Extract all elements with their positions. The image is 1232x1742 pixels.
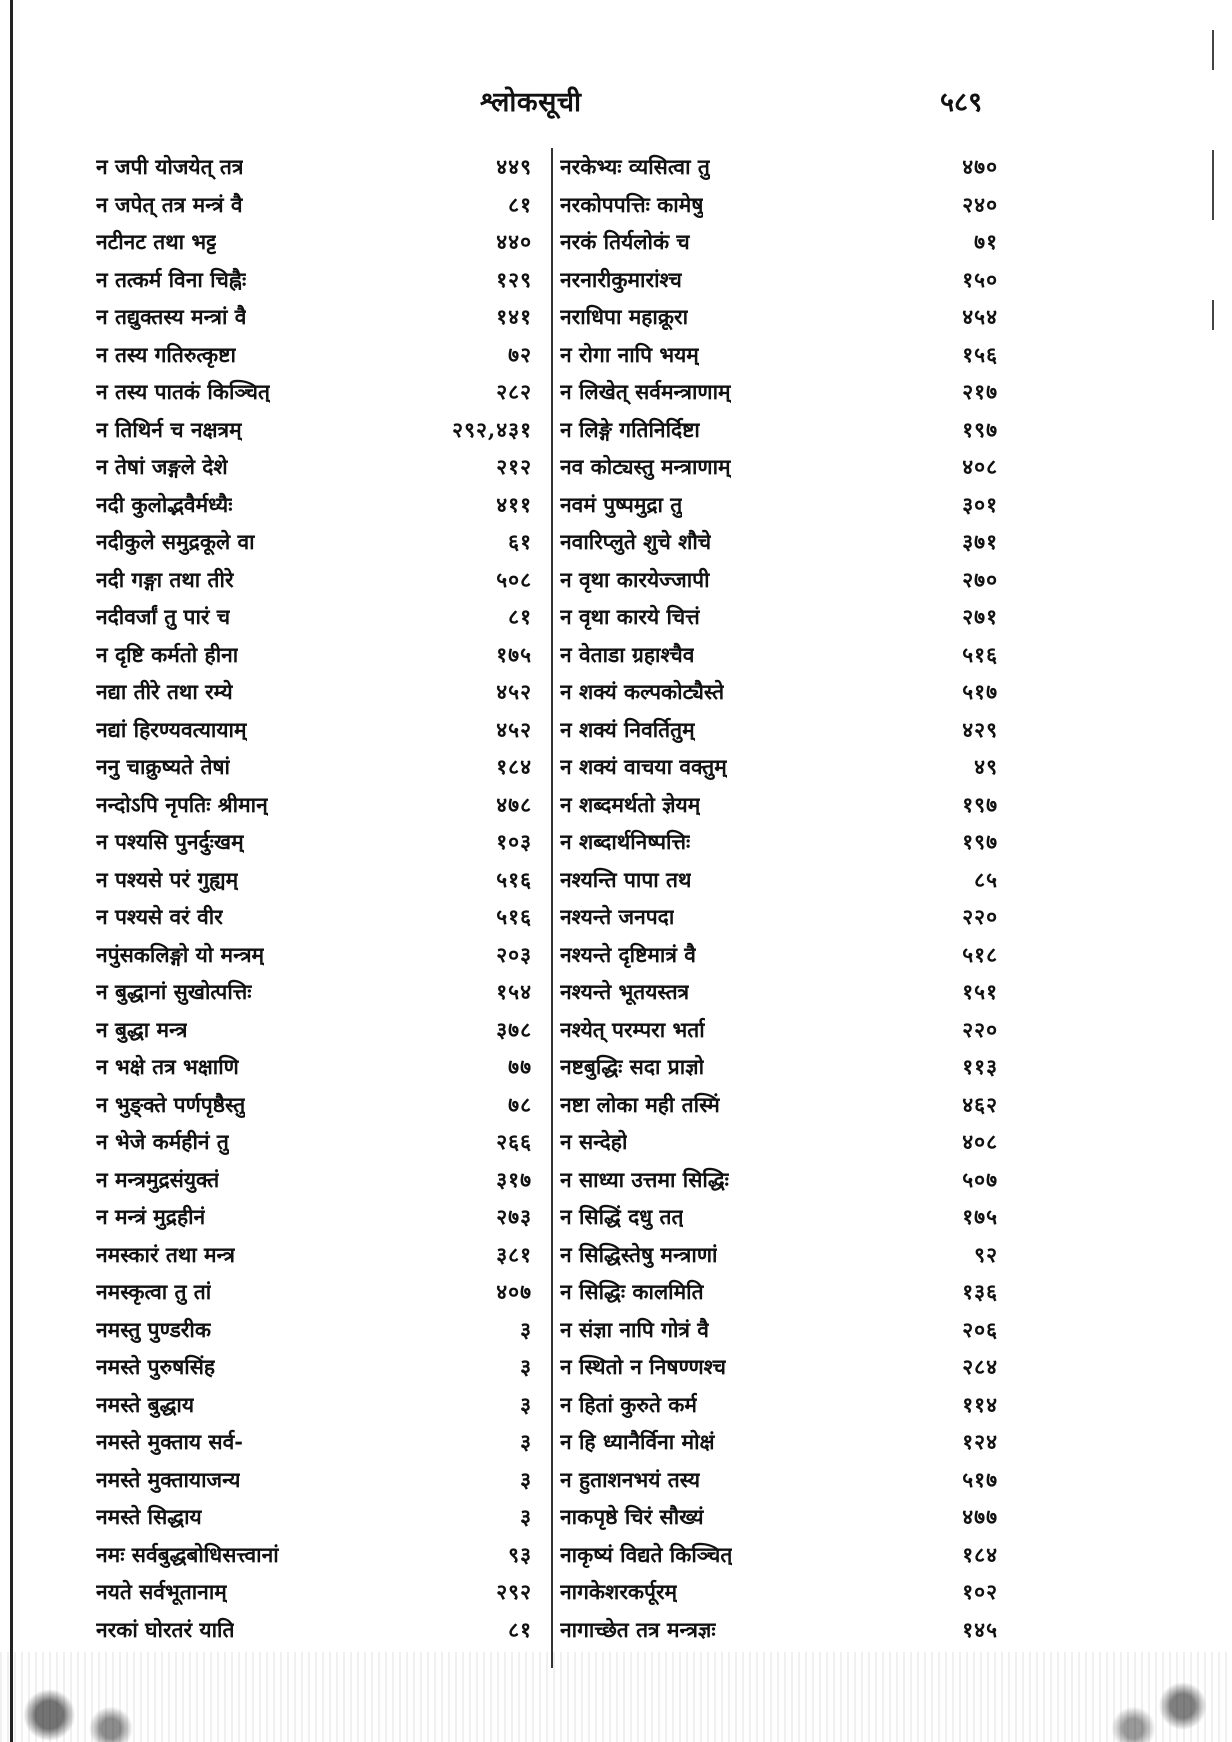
index-entry	[560, 1536, 998, 1574]
page-ref: ४५४	[962, 304, 998, 329]
index-entry	[560, 223, 998, 261]
index-entry	[96, 298, 532, 336]
page-ref: ३७१	[962, 529, 998, 554]
index-entry	[560, 748, 998, 786]
page-ref: २०३	[496, 941, 532, 967]
index-entry	[96, 1386, 532, 1424]
verse-text: नश्यन्ते जनपदा	[560, 904, 675, 929]
index-entry	[96, 1161, 532, 1199]
page-ref: १९७	[962, 829, 998, 854]
verse-text: न हितां कुरुते कर्म	[560, 1391, 697, 1417]
verse-text: नराधिपा महाक्रूरा	[560, 304, 689, 329]
page-ref: १७५	[962, 1204, 998, 1229]
index-entry	[560, 1423, 998, 1461]
index-entry	[560, 186, 998, 224]
verse-text: न रोगा नापि भयम्	[560, 341, 699, 367]
verse-text: न वृथा कारये चित्तं	[560, 604, 700, 629]
page-ref: १८४	[962, 1541, 998, 1567]
verse-text: नश्येत् परम्परा भर्ता	[560, 1016, 705, 1042]
verse-text: नरकं तिर्यलोकं च	[560, 229, 690, 254]
index-entry	[96, 1086, 532, 1124]
verse-text: न जपी योजयेत् तत्र	[96, 154, 244, 179]
index-entry	[96, 861, 532, 899]
index-entry	[96, 823, 532, 861]
verse-text: नवारिप्लुते शुचे शौचे	[560, 529, 712, 554]
index-entry	[96, 486, 532, 524]
verse-text: नमस्ते सिद्धाय	[96, 1504, 202, 1529]
index-entry	[560, 523, 998, 561]
page-ref: १५४	[496, 979, 532, 1004]
index-entry	[560, 1048, 998, 1086]
page-ref: ८१	[508, 1616, 532, 1642]
verse-text: नाकपृष्ठे चिरं सौख्यं	[560, 1504, 704, 1529]
verse-text: न वृथा कारयेज्जापी	[560, 566, 710, 592]
page-ref: १५१	[962, 979, 998, 1004]
page-ref: ३	[520, 1391, 532, 1417]
page-ref: २२०	[962, 904, 998, 929]
verse-text: नमस्कृत्वा तु तां	[96, 1279, 212, 1304]
page-ref: १७५	[496, 641, 532, 667]
index-entry	[560, 1386, 998, 1424]
page-ref: ८१	[508, 191, 532, 217]
verse-text: नव कोट्यस्तु मन्त्राणाम्	[560, 454, 731, 479]
page-ref: ३	[520, 1354, 532, 1379]
verse-text: न तेषां जङ्गले देशे	[96, 454, 228, 479]
verse-text: न शक्यं कल्पकोट्यैस्ते	[560, 679, 725, 704]
page-ref: १८४	[496, 754, 532, 779]
index-entry	[96, 1198, 532, 1236]
verse-text: न जपेत् तत्र मन्त्रं वै	[96, 191, 243, 217]
index-entry	[560, 861, 998, 899]
index-entry	[560, 1011, 998, 1049]
page-ref: ४०७	[496, 1279, 532, 1304]
page-ref: ५१८	[962, 941, 998, 967]
verse-text: नदीकुले समुद्रकूले वा	[96, 529, 255, 554]
index-entry	[96, 1348, 532, 1386]
verse-text: न वेताडा ग्रहाश्चैव	[560, 641, 695, 667]
left-index-column	[96, 148, 532, 1648]
verse-text: न मन्त्रं मुद्रहीनं	[96, 1204, 206, 1229]
page-ref: ४०८	[962, 454, 998, 479]
page-ref: १३६	[962, 1279, 998, 1304]
page-ref: २९२	[496, 1579, 532, 1604]
index-entry	[96, 1461, 532, 1499]
page-ref: ७१	[974, 229, 998, 254]
index-entry	[560, 261, 998, 299]
index-entry	[96, 598, 532, 636]
verse-text: नागाच्छेत तत्र मन्त्रज्ञः	[560, 1616, 716, 1642]
page-ref: ४६२	[962, 1091, 998, 1117]
verse-text: न बुद्धानां सुखोत्पत्तिः	[96, 979, 252, 1004]
verse-text: नन्दोऽपि नृपतिः श्रीमान्	[96, 791, 268, 817]
index-entry	[560, 1273, 998, 1311]
page-ref: २७०	[962, 566, 998, 592]
index-entry	[560, 1236, 998, 1274]
verse-text: न बुद्धा मन्त्र	[96, 1016, 188, 1042]
page-ref: २२०	[962, 1016, 998, 1042]
verse-text: नरकां घोरतरं याति	[96, 1616, 235, 1642]
verse-text: न पश्यसे परं गुह्यम्	[96, 866, 239, 892]
page-ref: २९२,४३१	[452, 416, 532, 442]
index-entry	[560, 1086, 998, 1124]
index-entry	[560, 486, 998, 524]
page-ref: ४७७	[962, 1504, 998, 1529]
index-entry	[96, 1611, 532, 1649]
verse-text: नवमं पुष्पमुद्रा तु	[560, 491, 683, 517]
index-entry	[560, 561, 998, 599]
page-ref: ४७०	[962, 154, 998, 179]
page-number: ५८९	[940, 87, 983, 118]
index-entry	[96, 1423, 532, 1461]
page-ref: १२४	[962, 1429, 998, 1454]
index-entry	[560, 336, 998, 374]
index-entry	[96, 561, 532, 599]
index-entry	[560, 448, 998, 486]
verse-text: नमस्ते मुक्तायाजन्य	[96, 1466, 241, 1492]
verse-text: नमस्ते पुरुषसिंह	[96, 1354, 216, 1379]
verse-text: न तिथिर्न च नक्षत्रम्	[96, 416, 242, 442]
index-entry	[96, 973, 532, 1011]
page-ref: २४०	[962, 191, 998, 217]
verse-text: न सन्देहो	[560, 1129, 628, 1154]
index-entry	[560, 298, 998, 336]
page-ref: १०२	[962, 1579, 998, 1604]
index-entry	[96, 1123, 532, 1161]
page-ref: ३०१	[962, 491, 998, 517]
index-entry	[96, 336, 532, 374]
page-ref: ११३	[962, 1054, 998, 1079]
page-ref: २१७	[962, 379, 998, 404]
index-entry	[96, 1236, 532, 1274]
verse-text: न तद्युक्तस्य मन्त्रां वै	[96, 304, 247, 329]
index-entry	[560, 786, 998, 824]
verse-text: नश्यन्ति पापा तथ	[560, 866, 692, 892]
page-ref: ५०७	[962, 1166, 998, 1192]
page-ref: ७७	[508, 1054, 532, 1079]
page-ref: २१२	[496, 454, 532, 479]
verse-text: न स्थितो न निषण्णश्च	[560, 1354, 726, 1379]
scan-noise	[0, 1652, 1232, 1742]
verse-text: न शक्यं वाचया वक्तुम्	[560, 754, 727, 779]
page-ref: ४४९	[496, 154, 532, 179]
page-ref: ३८१	[496, 1241, 532, 1267]
verse-text: न हुताशनभयं तस्य	[560, 1466, 701, 1492]
page-ref: १०३	[496, 829, 532, 854]
index-entry	[96, 1573, 532, 1611]
page-ref: ५१६	[962, 641, 998, 667]
verse-text: नमस्ते बुद्धाय	[96, 1391, 195, 1417]
index-entry	[96, 261, 532, 299]
verse-text: नमस्तु पुण्डरीक	[96, 1316, 211, 1342]
index-entry	[560, 936, 998, 974]
verse-text: न भुङ्क्ते पर्णपृष्ठैस्तु	[96, 1091, 246, 1117]
page-ref: १९७	[962, 416, 998, 442]
page-ref: ८५	[974, 866, 998, 892]
index-entry	[560, 1123, 998, 1161]
page-ref: २७१	[962, 604, 998, 629]
verse-text: ननु चाक्रुष्यते तेषां	[96, 754, 230, 779]
page-ref: ६१	[508, 529, 532, 554]
verse-text: न तस्य पातकं किञ्चित्	[96, 379, 270, 404]
page-edge-mark	[1212, 150, 1214, 220]
page-ref: ५१६	[496, 904, 532, 929]
index-entry	[560, 373, 998, 411]
index-entry	[560, 1348, 998, 1386]
index-entry	[96, 1011, 532, 1049]
page-ref: ५०८	[496, 566, 532, 592]
page-ref: ३	[520, 1429, 532, 1454]
verse-text: नरकोपपत्तिः कामेषु	[560, 191, 704, 217]
verse-text: न शब्दार्थनिष्पत्तिः	[560, 829, 691, 854]
verse-text: न तस्य गतिरुत्कृष्टा	[96, 341, 236, 367]
index-entry	[560, 823, 998, 861]
index-entry	[560, 973, 998, 1011]
verse-text: नमस्ते मुक्ताय सर्व-	[96, 1429, 243, 1454]
verse-text: न संज्ञा नापि गोत्रं वै	[560, 1316, 709, 1342]
page-ref: ५१७	[962, 1466, 998, 1492]
index-entry	[560, 1198, 998, 1236]
verse-text: न साध्या उत्तमा सिद्धिः	[560, 1166, 729, 1192]
page-edge-line	[10, 0, 13, 1742]
page-ref: ७२	[508, 341, 532, 367]
index-entry	[560, 1611, 998, 1649]
index-entry	[96, 898, 532, 936]
page-ref: ४९	[974, 754, 998, 779]
page-ref: ९३	[508, 1541, 532, 1567]
verse-text: नागकेशरकर्पूरम्	[560, 1579, 678, 1604]
index-entry	[560, 898, 998, 936]
page-ref: ३	[520, 1316, 532, 1342]
verse-text: नदीवर्जां तु पारं च	[96, 604, 231, 629]
index-entry	[560, 711, 998, 749]
verse-text: नष्टबुद्धिः सदा प्राज्ञो	[560, 1054, 705, 1079]
page-ref: १५६	[962, 341, 998, 367]
verse-text: न शक्यं निवर्तितुम्	[560, 716, 695, 742]
verse-text: नमः सर्वबुद्धबोधिसत्त्वानां	[96, 1541, 279, 1567]
verse-text: नरनारीकुमारांश्च	[560, 266, 682, 292]
page-ref: ४५२	[496, 716, 532, 742]
index-entry	[560, 598, 998, 636]
index-entry	[96, 223, 532, 261]
verse-text: न हि ध्यानैर्विना मोक्षं	[560, 1429, 715, 1454]
index-entry	[96, 748, 532, 786]
verse-text: नश्यन्ते दृष्टिमात्रं वै	[560, 941, 696, 967]
index-entry	[96, 148, 532, 186]
page-ref: ५१६	[496, 866, 532, 892]
page-ref: ५१७	[962, 679, 998, 704]
index-entry	[96, 673, 532, 711]
page-ref: २७३	[496, 1204, 532, 1229]
verse-text: न लिङ्गे गतिनिर्दिष्टा	[560, 416, 700, 442]
index-entry	[560, 1573, 998, 1611]
page-ref: १५०	[962, 266, 998, 292]
verse-text: नदी कुलोद्भवैर्मध्यैः	[96, 491, 233, 517]
verse-text: नपुंसकलिङ्गो यो मन्त्रम्	[96, 941, 265, 967]
index-entry	[96, 711, 532, 749]
page-ref: २८४	[962, 1354, 998, 1379]
page-ref: २०६	[962, 1316, 998, 1342]
index-entry	[96, 1498, 532, 1536]
verse-text: नद्या तीरे तथा रम्ये	[96, 679, 233, 704]
verse-text: नदी गङ्गा तथा तीरे	[96, 566, 234, 592]
verse-text: न पश्यसे वरं वीर	[96, 904, 223, 929]
page-ref: ३	[520, 1466, 532, 1492]
verse-text: नष्टा लोका मही तस्मिं	[560, 1091, 720, 1117]
page-edge-mark	[1212, 300, 1214, 330]
page-title: श्लोकसूची	[480, 87, 582, 118]
verse-text: नश्यन्ते भूतयस्तत्र	[560, 979, 690, 1004]
verse-text: नाकृष्यं विद्यते किञ्चित्	[560, 1541, 733, 1567]
verse-text: न सिद्धिस्तेषु मन्त्राणां	[560, 1241, 718, 1267]
page-ref: ४११	[496, 491, 532, 517]
index-entry	[96, 1273, 532, 1311]
index-entry	[560, 411, 998, 449]
verse-text: नयते सर्वभूतानाम्	[96, 1579, 227, 1604]
column-divider	[551, 148, 553, 1668]
index-entry	[560, 1461, 998, 1499]
index-entry	[560, 148, 998, 186]
page-ref: २६६	[496, 1129, 532, 1154]
right-index-column	[560, 148, 998, 1648]
page-ref: १४५	[962, 1616, 998, 1642]
page-ref: ११४	[962, 1391, 998, 1417]
page-ref: ४७८	[496, 791, 532, 817]
index-entry	[96, 936, 532, 974]
page-ref: ४२९	[962, 716, 998, 742]
verse-text: न शब्दमर्थतो ज्ञेयम्	[560, 791, 701, 817]
index-entry	[560, 1311, 998, 1349]
verse-text: नरकेभ्यः व्यसित्वा तु	[560, 154, 710, 179]
verse-text: न लिखेत् सर्वमन्त्राणाम्	[560, 379, 731, 404]
index-entry	[96, 1048, 532, 1086]
page-ref: २८२	[496, 379, 532, 404]
page-edge-mark	[1212, 30, 1214, 70]
verse-text: न पश्यसि पुनर्दुःखम्	[96, 829, 244, 854]
index-entry	[96, 186, 532, 224]
verse-text: न दृष्टि कर्मतो हीना	[96, 641, 239, 667]
index-entry	[560, 673, 998, 711]
index-entry	[96, 411, 532, 449]
page-ref: ८१	[508, 604, 532, 629]
page-ref: १९७	[962, 791, 998, 817]
page-ref: ४४०	[496, 229, 532, 254]
index-entry	[96, 1311, 532, 1349]
verse-text: न भक्षे तत्र भक्षाणि	[96, 1054, 239, 1079]
index-entry	[560, 636, 998, 674]
index-entry	[560, 1498, 998, 1536]
index-entry	[96, 448, 532, 486]
page-ref: ४०८	[962, 1129, 998, 1154]
verse-text: न तत्कर्म विना चिह्नैः	[96, 266, 247, 292]
index-entry	[96, 636, 532, 674]
index-entry	[96, 1536, 532, 1574]
page-ref: ७८	[508, 1091, 532, 1117]
index-entry	[96, 523, 532, 561]
verse-text: न सिद्धिं दधु तत्	[560, 1204, 684, 1229]
page-ref: ४५२	[496, 679, 532, 704]
page-ref: ३७८	[496, 1016, 532, 1042]
verse-text: नद्यां हिरण्यवत्यायाम्	[96, 716, 247, 742]
index-entry	[96, 373, 532, 411]
verse-text: न भेजे कर्महीनं तु	[96, 1129, 229, 1154]
page-ref: ३	[520, 1504, 532, 1529]
index-entry	[96, 786, 532, 824]
page-ref: १२९	[496, 266, 532, 292]
verse-text: न मन्त्रमुद्रसंयुक्तं	[96, 1166, 220, 1192]
page-ref: १४१	[496, 304, 532, 329]
page-ref: ३१७	[496, 1166, 532, 1192]
verse-text: नटीनट तथा भट्ट	[96, 229, 217, 254]
page-ref: ९२	[974, 1241, 998, 1267]
index-entry	[560, 1161, 998, 1199]
verse-text: नमस्कारं तथा मन्त्र	[96, 1241, 235, 1267]
verse-text: न सिद्धिः कालमिति	[560, 1279, 704, 1304]
